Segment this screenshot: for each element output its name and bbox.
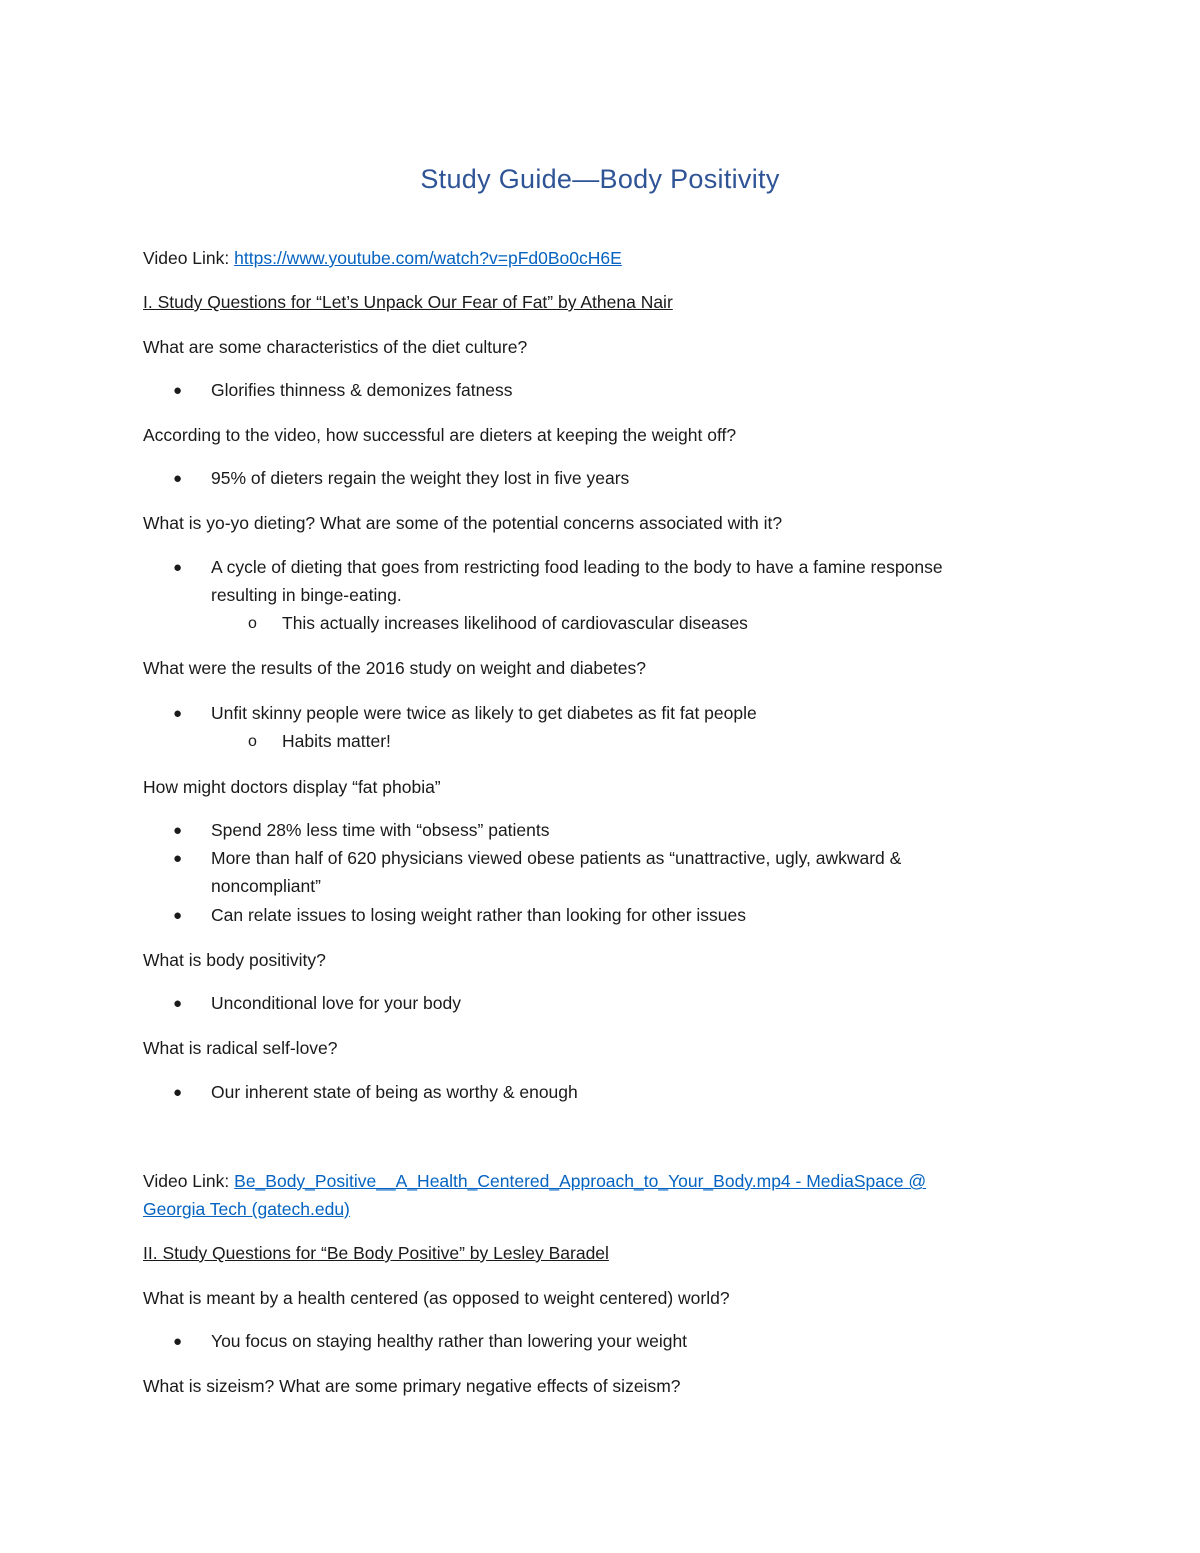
- youtube-video-link[interactable]: https://www.youtube.com/watch?v=pFd0Bo0cH6E: [234, 248, 622, 268]
- mediaspace-video-link[interactable]: Be_Body_Positive__A_Health_Centered_Approach_to_Your_Body.mp4 - MediaSpace @: [234, 1171, 927, 1191]
- answer-diet-culture: Glorifies thinness & demonizes fatness: [211, 380, 513, 400]
- answer-radical-self-love: Our inherent state of being as worthy & enough: [211, 1082, 578, 1102]
- question-dieter-success: According to the video, how successful are dieters at keeping the weight off?: [143, 425, 737, 445]
- bullet-icon: ●: [173, 995, 183, 1012]
- bullet-icon: ●: [173, 470, 183, 487]
- section-heading-2: II. Study Questions for “Be Body Positive” by Lesley Baradel: [143, 1243, 609, 1263]
- question-sizeism: What is sizeism? What are some primary negative effects of sizeism?: [143, 1376, 681, 1396]
- question-health-centered: What is meant by a health centered (as opposed to weight centered) world?: [143, 1288, 730, 1308]
- answer-yo-yo-sub: This actually increases likelihood of cardiovascular diseases: [282, 613, 748, 633]
- answer-health-centered: You focus on staying healthy rather than lowering your weight: [211, 1331, 688, 1351]
- bullet-icon: ●: [173, 559, 183, 576]
- video-link-row-1: [143, 247, 622, 269]
- answer-yo-yo-line1: A cycle of dieting that goes from restricting food leading to the body to have a famine response: [211, 557, 943, 577]
- bullet-icon: ●: [173, 1084, 183, 1101]
- answer-dieter-success: 95% of dieters regain the weight they lost in five years: [211, 468, 630, 488]
- answer-fat-phobia-1: Spend 28% less time with “obsess” patients: [211, 820, 550, 840]
- section-heading-1: I. Study Questions for “Let’s Unpack Our Fear of Fat” by Athena Nair: [143, 292, 673, 312]
- answer-fat-phobia-2-line2: noncompliant”: [211, 876, 321, 896]
- bullet-icon: ●: [173, 1333, 183, 1350]
- answer-body-positivity: Unconditional love for your body: [211, 993, 462, 1013]
- question-radical-self-love: What is radical self-love?: [143, 1038, 338, 1058]
- question-diet-culture: What are some characteristics of the diet culture?: [143, 337, 528, 357]
- sub-bullet-icon: o: [248, 733, 257, 750]
- answer-fat-phobia-3: Can relate issues to losing weight rather than looking for other issues: [211, 905, 747, 925]
- mediaspace-video-link-cont[interactable]: Georgia Tech (gatech.edu): [143, 1199, 350, 1219]
- question-fat-phobia: How might doctors display “fat phobia”: [143, 777, 441, 797]
- video-link-label: Video Link:: [143, 248, 230, 268]
- page-title: Study Guide—Body Positivity: [420, 164, 780, 194]
- answer-diabetes-study: Unfit skinny people were twice as likely to get diabetes as fit fat people: [211, 703, 757, 723]
- answer-yo-yo-line2: resulting in binge-eating.: [211, 585, 402, 605]
- question-yo-yo-dieting: What is yo-yo dieting? What are some of the potential concerns associated with it?: [143, 513, 783, 533]
- answer-fat-phobia-2-line1: More than half of 620 physicians viewed obese patients as “unattractive, ugly, awkward &: [211, 848, 902, 868]
- video-link-row-2: [143, 1170, 926, 1192]
- bullet-icon: ●: [173, 705, 183, 722]
- bullet-icon: ●: [173, 850, 183, 867]
- sub-bullet-icon: o: [248, 615, 257, 632]
- bullet-icon: ●: [173, 907, 183, 924]
- video-link-row-2-cont: [143, 1198, 350, 1220]
- answer-diabetes-sub: Habits matter!: [282, 731, 391, 751]
- question-body-positivity: What is body positivity?: [143, 950, 326, 970]
- video-link-label: Video Link:: [143, 1171, 230, 1191]
- bullet-icon: ●: [173, 382, 183, 399]
- bullet-icon: ●: [173, 822, 183, 839]
- question-diabetes-study: What were the results of the 2016 study on weight and diabetes?: [143, 658, 646, 678]
